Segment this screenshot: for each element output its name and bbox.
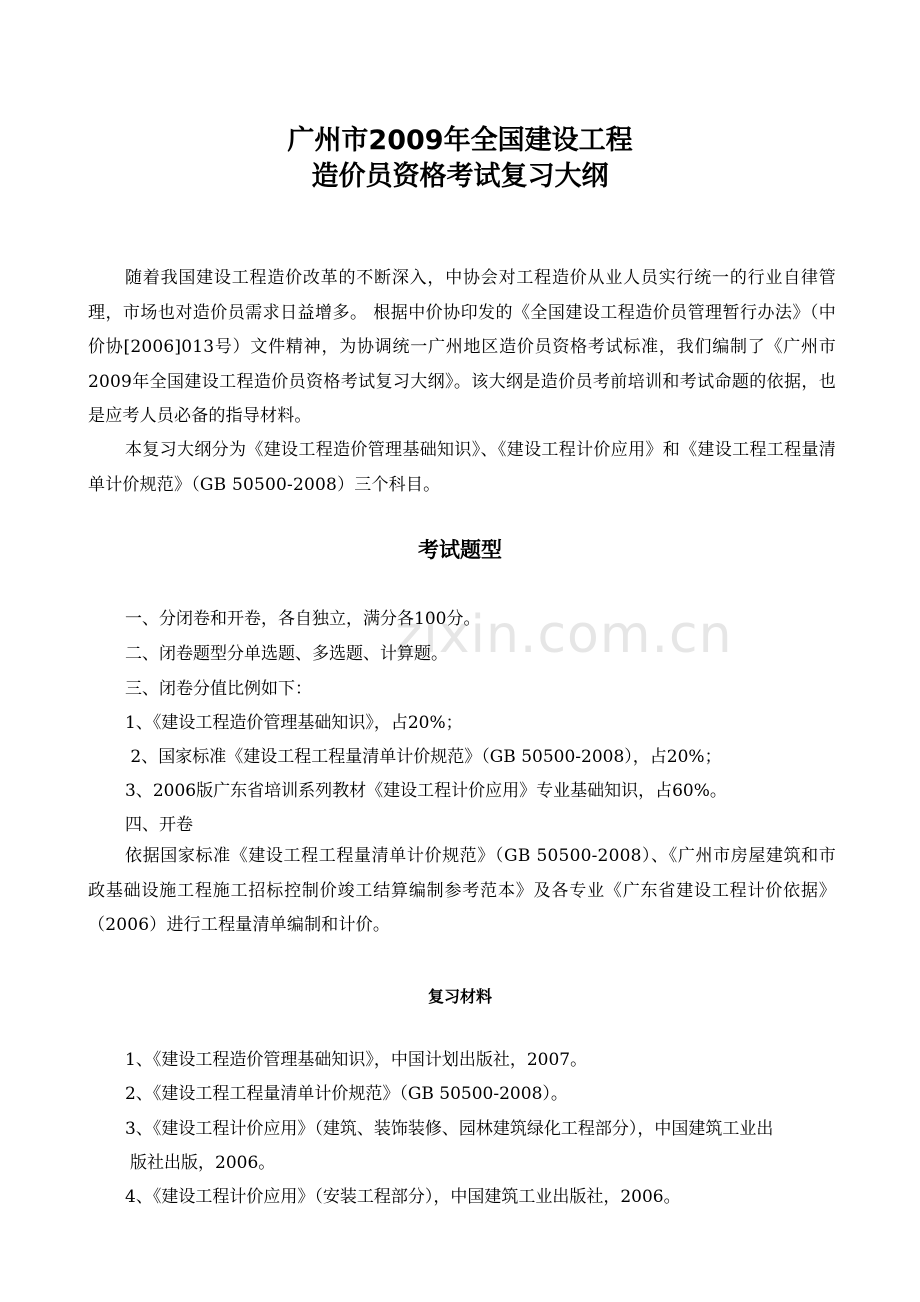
document-title-line-2: 造价员资格考试复习大纲 [311,161,609,192]
document-title-line-1: 广州市2009年全国建设工程 [287,125,633,156]
exam-item-1: 一、分闭卷和开卷，各自独立，满分各100分。 [125,609,481,629]
exam-item-2: 二、闭卷题型分单选题、多选题、计算题。 [125,644,448,664]
exam-types-heading: 考试题型 [418,538,502,562]
watermark: zixin.com.cn [395,605,733,665]
material-item-3: 3、《建设工程计价应用》（建筑、装饰装修、园林建筑绿化工程部分），中国建筑工业出 [125,1119,774,1139]
intro-paragraph-2: 本复习大纲分为《建设工程造价管理基础知识》、《建设工程计价应用》和《建设工程工程量清单计价规范》（GB 50500-2008）三个科目。 [88,440,836,495]
exam-item-6: 3、2006版广东省培训系列教材《建设工程计价应用》专业基础知识，占60%。 [125,781,727,801]
material-item-3-cont: 版社出版，2006。 [130,1153,276,1173]
material-item-4: 4、《建设工程计价应用》（安装工程部分），中国建筑工业出版社，2006。 [125,1187,681,1207]
exam-item-3: 三、闭卷分值比例如下： [125,679,312,699]
material-item-2: 2、《建设工程工程量清单计价规范》（GB 50500-2008）。 [125,1084,568,1104]
materials-heading: 复习材料 [427,987,492,1006]
material-item-1: 1、《建设工程造价管理基础知识》，中国计划出版社，2007。 [125,1050,588,1070]
open-book-paragraph: 依据国家标准《建设工程工程量清单计价规范》（GB 50500-2008）、《广州市房屋建筑和市政基础设施工程施工招标控制价竣工结算编制参考范本》及各专业《广东省建设工程计价依据》（2006）进行工程量清单编制和计价。 [88,846,836,935]
exam-item-4: 1、《建设工程造价管理基础知识》，占20%； [125,713,463,733]
exam-item-5: 2、国家标准《建设工程工程量清单计价规范》（GB 50500-2008），占20%； [125,747,722,767]
intro-paragraph-1: 随着我国建设工程造价改革的不断深入，中协会对工程造价从业人员实行统一的行业自律管理，市场也对造价员需求日益增多。 根据中价协印发的《全国建设工程造价员管理暂行办法》（中价协[2006]013号）文件精神，为协调统一广州地区造价员资格考试标准，我们编制了《广州市2009年全国建设工程造价员资格考试复习大纲》。该大纲是造价员考前培训和考试命题的依据，也是应考人员必备的指导材料。 [88,268,836,426]
exam-item-7: 四、开卷 [125,815,193,835]
